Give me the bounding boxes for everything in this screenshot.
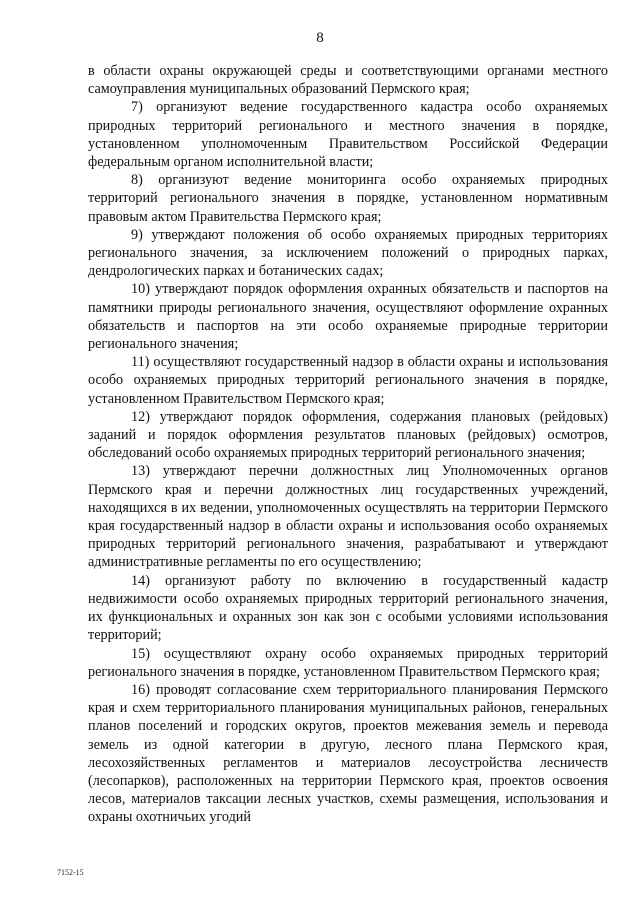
paragraph-item-8: 8) организуют ведение мониторинга особо охраняемых природных территорий регионального значения в порядке, установленном нормативным правовым актом Правительства Пермского края;: [88, 172, 608, 225]
paragraph-item-15: 15) осуществляют охрану особо охраняемых природных территорий регионального значения в порядке, установленном Правительством Пермского края;: [88, 645, 608, 680]
page-number: 8: [316, 30, 324, 46]
paragraph-item-11: 11) осуществляют государственный надзор в области охраны и использования особо охраняемых природных территорий регионального значения в порядке, установленном Правительством Пермского края;: [88, 354, 608, 407]
document-body: [88, 62, 608, 827]
paragraph-item-13: 13) утверждают перечни должностных лиц Уполномоченных органов Пермского края и перечни должностных лиц государственных учреждений, находящихся в их ведении, уполномоченных осуществлять на территории Пермского края государственный надзор в области охраны и использования особо охраняемых природных территорий регионального значения, разрабатывают и утверждают административные регламенты по его осуществлению;: [88, 463, 608, 571]
document-code: 7152-15: [57, 868, 84, 877]
paragraph-item-12: 12) утверждают порядок оформления, содержания плановых (рейдовых) заданий и порядок оформления результатов плановых (рейдовых) осмотров, обследований особо охраняемых природных территорий регионального значения;: [88, 408, 608, 462]
paragraph-item-7: 7) организуют ведение государственного кадастра особо охраняемых природных территорий регионального и местного значения в порядке, установленном уполномоченным Правительством Российской Федерации федеральным органом исполнительной власти;: [88, 99, 608, 171]
paragraph-continuation: в области охраны окружающей среды и соответствующими органами местного самоуправления муниципальных образований Пермского края;: [88, 63, 608, 98]
paragraph-item-14: 14) организуют работу по включению в государственный кадастр недвижимости особо охраняемых природных территорий регионального значения, их функциональных и охранных зон как зон с особыми условиями использования территорий;: [88, 572, 608, 644]
paragraph-item-10: 10) утверждают порядок оформления охранных обязательств и паспортов на памятники природы регионального значения, осуществляют оформление охранных обязательств и паспортов на эти особо охраняемые природные территории регионального значения;: [88, 281, 608, 353]
paragraph-item-9: 9) утверждают положения об особо охраняемых природных территориях регионального значения, за исключением положений о природных парках, дендрологических парках и ботанических садах;: [88, 226, 608, 280]
paragraph-item-16: 16) проводят согласование схем территориального планирования Пермского края и схем территориального планирования муниципальных районов, генеральных планов поселений и городских округов, проектов межевания земель и перевода земель из одной категории в другую, лесного плана Пермского края, лесохозяйственных регламентов и материалов лесоустройства лесничеств (лесопарков), расположенных на территории Пермского края, проектов освоения лесов, материалов таксации лесных участков, схемы размещения, использования и охраны охотничьих угодий: [88, 681, 608, 826]
